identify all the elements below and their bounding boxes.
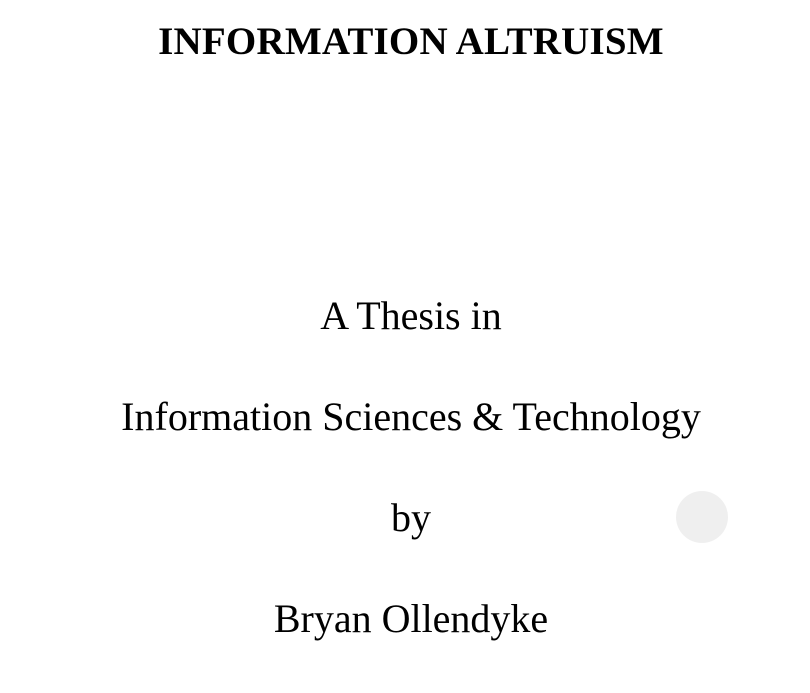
document-title: INFORMATION ALTRUISM [158, 20, 664, 63]
thesis-line: A Thesis in [320, 293, 502, 338]
by-line: by [391, 495, 431, 540]
author-name: Bryan Ollendyke [273, 596, 549, 641]
floating-cursor-dot [676, 491, 728, 543]
program-name: Information Sciences & Technology [121, 394, 701, 439]
